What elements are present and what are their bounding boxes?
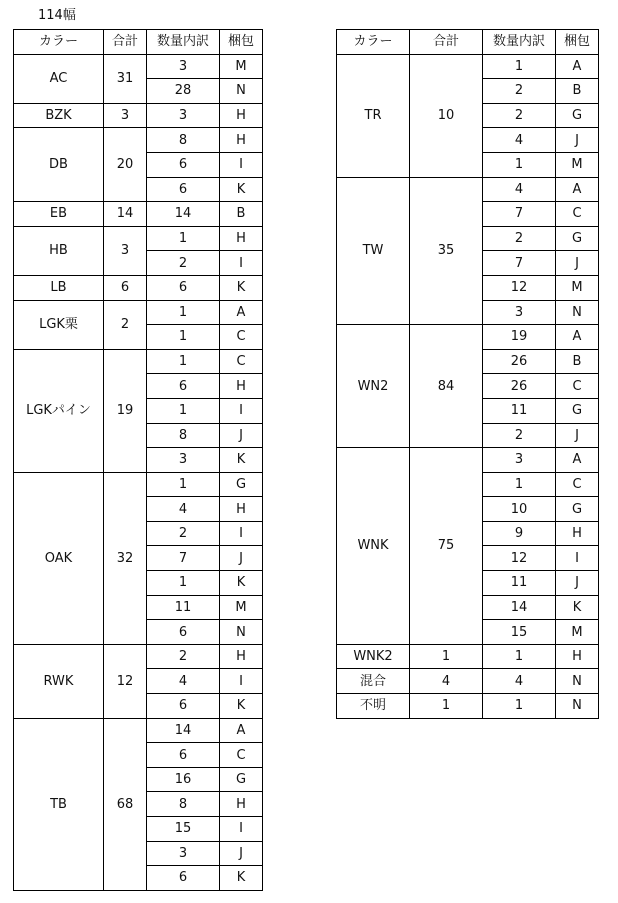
package-cell: J bbox=[220, 841, 263, 866]
package-cell: A bbox=[556, 448, 599, 473]
package-cell: A bbox=[220, 300, 263, 325]
quantity-cell: 11 bbox=[483, 571, 556, 596]
package-cell: J bbox=[556, 251, 599, 276]
quantity-cell: 4 bbox=[483, 669, 556, 694]
quantity-cell: 4 bbox=[147, 497, 220, 522]
quantity-cell: 1 bbox=[483, 694, 556, 719]
sheet-caption: 114幅 bbox=[38, 8, 76, 23]
package-cell: G bbox=[220, 767, 263, 792]
package-cell: J bbox=[220, 423, 263, 448]
quantity-cell: 14 bbox=[483, 595, 556, 620]
quantity-cell: 6 bbox=[147, 694, 220, 719]
quantity-cell: 8 bbox=[147, 792, 220, 817]
table-row bbox=[14, 300, 263, 325]
total-cell: 19 bbox=[104, 349, 147, 472]
quantity-cell: 7 bbox=[483, 251, 556, 276]
package-cell: A bbox=[556, 54, 599, 79]
table-row bbox=[14, 128, 263, 153]
quantity-cell: 8 bbox=[147, 128, 220, 153]
quantity-cell: 6 bbox=[147, 275, 220, 300]
package-cell: C bbox=[220, 743, 263, 768]
quantity-cell: 11 bbox=[483, 398, 556, 423]
package-cell: I bbox=[220, 521, 263, 546]
quantity-cell: 6 bbox=[147, 374, 220, 399]
total-cell: 68 bbox=[104, 718, 147, 890]
package-cell: H bbox=[220, 226, 263, 251]
package-cell: H bbox=[220, 497, 263, 522]
quantity-cell: 14 bbox=[147, 202, 220, 227]
table-row bbox=[14, 718, 263, 743]
total-cell: 84 bbox=[410, 325, 483, 448]
package-cell: M bbox=[220, 54, 263, 79]
total-cell: 4 bbox=[410, 669, 483, 694]
color-cell: TW bbox=[337, 177, 410, 325]
quantity-cell: 15 bbox=[483, 620, 556, 645]
color-cell: WNK bbox=[337, 448, 410, 645]
package-cell: K bbox=[220, 694, 263, 719]
quantity-cell: 26 bbox=[483, 374, 556, 399]
header-color: カラー bbox=[337, 30, 410, 55]
quantity-cell: 2 bbox=[147, 521, 220, 546]
quantity-cell: 6 bbox=[147, 152, 220, 177]
total-cell: 3 bbox=[104, 103, 147, 128]
color-cell: TR bbox=[337, 54, 410, 177]
package-cell: I bbox=[556, 546, 599, 571]
package-cell: H bbox=[220, 374, 263, 399]
table-row bbox=[337, 325, 599, 350]
package-cell: B bbox=[556, 79, 599, 104]
quantity-cell: 1 bbox=[147, 398, 220, 423]
package-cell: B bbox=[556, 349, 599, 374]
quantity-cell: 3 bbox=[147, 841, 220, 866]
table-row bbox=[14, 472, 263, 497]
color-cell: DB bbox=[14, 128, 104, 202]
package-cell: J bbox=[220, 546, 263, 571]
package-cell: K bbox=[220, 275, 263, 300]
total-cell: 1 bbox=[410, 694, 483, 719]
package-cell: C bbox=[556, 472, 599, 497]
package-cell: H bbox=[556, 521, 599, 546]
table-row bbox=[337, 54, 599, 79]
package-cell: K bbox=[220, 571, 263, 596]
color-cell: BZK bbox=[14, 103, 104, 128]
quantity-cell: 6 bbox=[147, 620, 220, 645]
quantity-cell: 1 bbox=[147, 571, 220, 596]
package-cell: G bbox=[556, 398, 599, 423]
quantity-cell: 26 bbox=[483, 349, 556, 374]
quantity-cell: 19 bbox=[483, 325, 556, 350]
quantity-cell: 4 bbox=[147, 669, 220, 694]
package-cell: H bbox=[556, 644, 599, 669]
table-row bbox=[14, 349, 263, 374]
header-row bbox=[337, 30, 599, 55]
quantity-cell: 1 bbox=[147, 300, 220, 325]
package-cell: A bbox=[556, 325, 599, 350]
header-package: 梱包 bbox=[220, 30, 263, 55]
total-cell: 3 bbox=[104, 226, 147, 275]
quantity-cell: 9 bbox=[483, 521, 556, 546]
header-total: 合計 bbox=[104, 30, 147, 55]
color-cell: 混合 bbox=[337, 669, 410, 694]
package-cell: G bbox=[556, 226, 599, 251]
quantity-cell: 4 bbox=[483, 177, 556, 202]
table-row bbox=[337, 644, 599, 669]
package-cell: A bbox=[220, 718, 263, 743]
package-cell: I bbox=[220, 669, 263, 694]
total-cell: 32 bbox=[104, 472, 147, 644]
table-row bbox=[14, 103, 263, 128]
quantity-cell: 2 bbox=[483, 226, 556, 251]
quantity-cell: 1 bbox=[483, 472, 556, 497]
quantity-cell: 2 bbox=[483, 423, 556, 448]
table-row bbox=[337, 448, 599, 473]
package-cell: B bbox=[220, 202, 263, 227]
header-quantity-breakdown: 数量内訳 bbox=[483, 30, 556, 55]
table-row bbox=[14, 226, 263, 251]
package-cell: N bbox=[556, 694, 599, 719]
package-cell: G bbox=[556, 497, 599, 522]
package-cell: J bbox=[556, 128, 599, 153]
quantity-cell: 1 bbox=[483, 54, 556, 79]
color-cell: OAK bbox=[14, 472, 104, 644]
quantity-cell: 1 bbox=[147, 349, 220, 374]
color-cell: LGKパイン bbox=[14, 349, 104, 472]
total-cell: 75 bbox=[410, 448, 483, 645]
total-cell: 35 bbox=[410, 177, 483, 325]
right-packing-table bbox=[336, 29, 599, 719]
quantity-cell: 6 bbox=[147, 177, 220, 202]
quantity-cell: 14 bbox=[147, 718, 220, 743]
color-cell: WNK2 bbox=[337, 644, 410, 669]
quantity-cell: 7 bbox=[483, 202, 556, 227]
quantity-cell: 1 bbox=[147, 226, 220, 251]
package-cell: I bbox=[220, 398, 263, 423]
package-cell: I bbox=[220, 152, 263, 177]
quantity-cell: 2 bbox=[147, 251, 220, 276]
header-quantity-breakdown: 数量内訳 bbox=[147, 30, 220, 55]
quantity-cell: 16 bbox=[147, 767, 220, 792]
total-cell: 1 bbox=[410, 644, 483, 669]
package-cell: K bbox=[556, 595, 599, 620]
quantity-cell: 3 bbox=[147, 54, 220, 79]
package-cell: N bbox=[556, 300, 599, 325]
quantity-cell: 15 bbox=[147, 817, 220, 842]
quantity-cell: 7 bbox=[147, 546, 220, 571]
table-row bbox=[337, 177, 599, 202]
package-cell: I bbox=[220, 251, 263, 276]
quantity-cell: 1 bbox=[483, 644, 556, 669]
color-cell: AC bbox=[14, 54, 104, 103]
package-cell: M bbox=[556, 275, 599, 300]
quantity-cell: 3 bbox=[483, 300, 556, 325]
total-cell: 14 bbox=[104, 202, 147, 227]
quantity-cell: 3 bbox=[483, 448, 556, 473]
package-cell: C bbox=[556, 374, 599, 399]
quantity-cell: 2 bbox=[483, 103, 556, 128]
package-cell: C bbox=[556, 202, 599, 227]
quantity-cell: 1 bbox=[483, 152, 556, 177]
quantity-cell: 28 bbox=[147, 79, 220, 104]
total-cell: 6 bbox=[104, 275, 147, 300]
quantity-cell: 1 bbox=[147, 325, 220, 350]
color-cell: LB bbox=[14, 275, 104, 300]
package-cell: G bbox=[556, 103, 599, 128]
quantity-cell: 3 bbox=[147, 448, 220, 473]
total-cell: 12 bbox=[104, 644, 147, 718]
package-cell: C bbox=[220, 349, 263, 374]
total-cell: 2 bbox=[104, 300, 147, 349]
left-packing-table bbox=[13, 29, 263, 891]
quantity-cell: 2 bbox=[483, 79, 556, 104]
package-cell: H bbox=[220, 792, 263, 817]
quantity-cell: 6 bbox=[147, 743, 220, 768]
table-row bbox=[14, 54, 263, 79]
quantity-cell: 11 bbox=[147, 595, 220, 620]
package-cell: K bbox=[220, 866, 263, 891]
quantity-cell: 2 bbox=[147, 644, 220, 669]
package-cell: A bbox=[556, 177, 599, 202]
package-cell: J bbox=[556, 571, 599, 596]
color-cell: HB bbox=[14, 226, 104, 275]
header-color: カラー bbox=[14, 30, 104, 55]
package-cell: J bbox=[556, 423, 599, 448]
header-row bbox=[14, 30, 263, 55]
quantity-cell: 6 bbox=[147, 866, 220, 891]
total-cell: 20 bbox=[104, 128, 147, 202]
package-cell: N bbox=[220, 620, 263, 645]
package-cell: C bbox=[220, 325, 263, 350]
package-cell: G bbox=[220, 472, 263, 497]
color-cell: EB bbox=[14, 202, 104, 227]
color-cell: 不明 bbox=[337, 694, 410, 719]
package-cell: K bbox=[220, 448, 263, 473]
package-cell: M bbox=[556, 152, 599, 177]
table-row bbox=[337, 694, 599, 719]
package-cell: H bbox=[220, 644, 263, 669]
package-cell: M bbox=[220, 595, 263, 620]
package-cell: I bbox=[220, 817, 263, 842]
table-row bbox=[14, 275, 263, 300]
package-cell: K bbox=[220, 177, 263, 202]
quantity-cell: 12 bbox=[483, 546, 556, 571]
quantity-cell: 4 bbox=[483, 128, 556, 153]
header-total: 合計 bbox=[410, 30, 483, 55]
header-package: 梱包 bbox=[556, 30, 599, 55]
color-cell: LGK栗 bbox=[14, 300, 104, 349]
quantity-cell: 12 bbox=[483, 275, 556, 300]
total-cell: 10 bbox=[410, 54, 483, 177]
package-cell: M bbox=[556, 620, 599, 645]
table-row bbox=[337, 669, 599, 694]
table-row bbox=[14, 202, 263, 227]
package-cell: N bbox=[556, 669, 599, 694]
total-cell: 31 bbox=[104, 54, 147, 103]
package-cell: N bbox=[220, 79, 263, 104]
package-cell: H bbox=[220, 128, 263, 153]
quantity-cell: 3 bbox=[147, 103, 220, 128]
color-cell: TB bbox=[14, 718, 104, 890]
quantity-cell: 10 bbox=[483, 497, 556, 522]
color-cell: RWK bbox=[14, 644, 104, 718]
table-row bbox=[14, 644, 263, 669]
package-cell: H bbox=[220, 103, 263, 128]
quantity-cell: 8 bbox=[147, 423, 220, 448]
color-cell: WN2 bbox=[337, 325, 410, 448]
quantity-cell: 1 bbox=[147, 472, 220, 497]
